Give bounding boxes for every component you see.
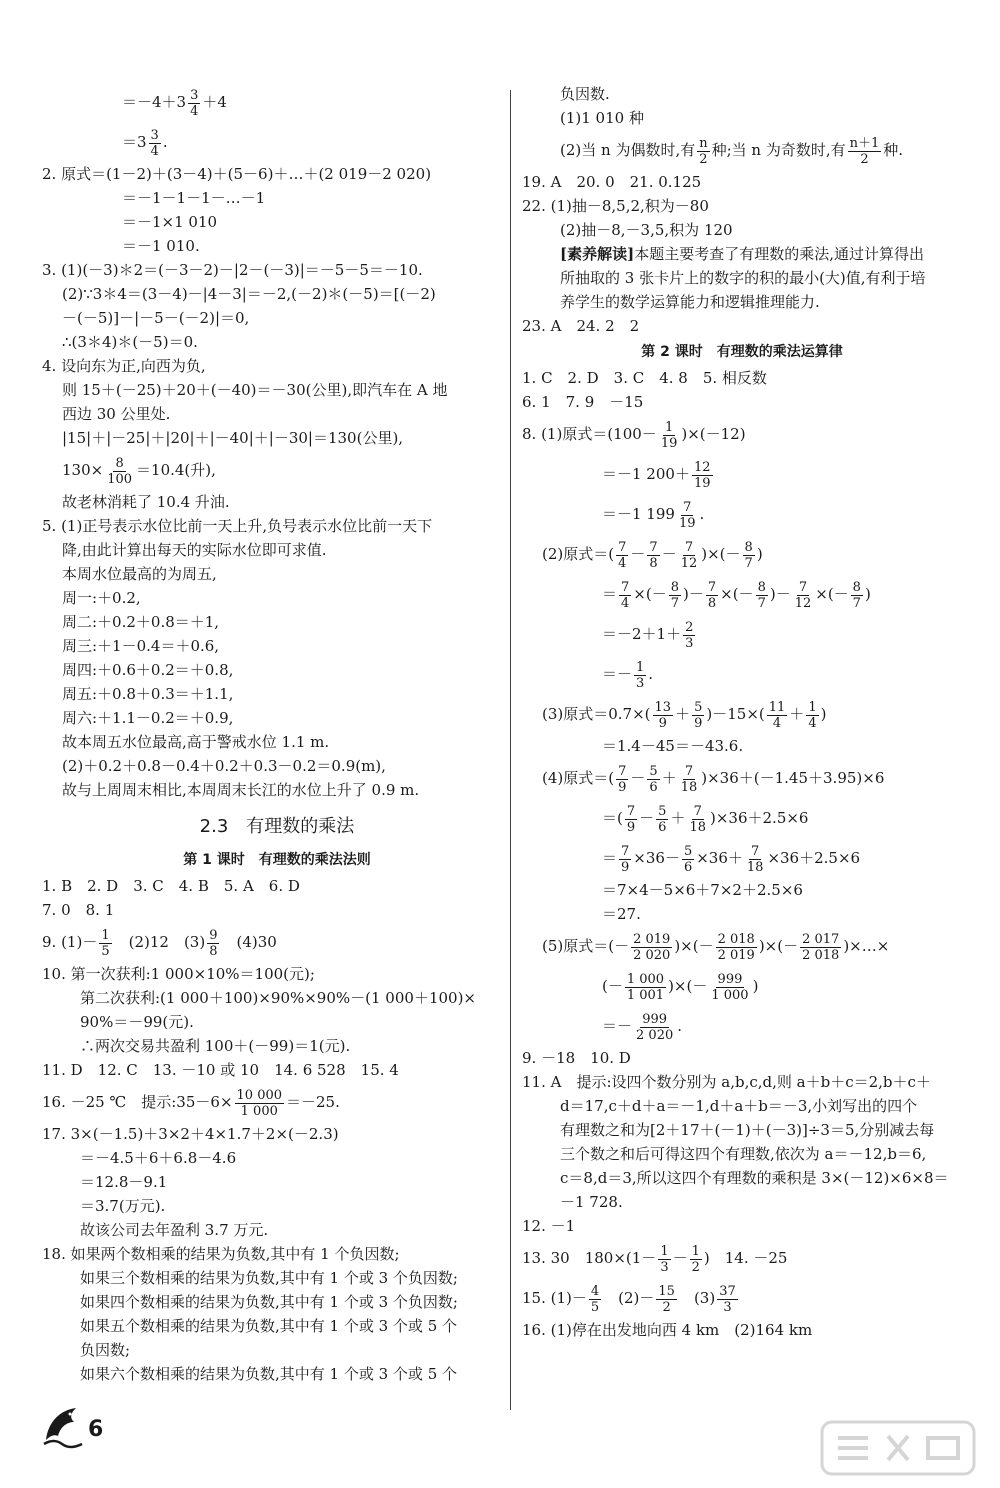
line: 1. C 2. D 3. C 4. 8 5. 相反数	[522, 369, 767, 387]
section-title: 2.3 有理数的乘法	[199, 816, 355, 837]
line: ＝－4＋3 $\frac{3}{4}$ ＋4	[122, 87, 227, 119]
line: ＝－1－1－1－…－1	[122, 189, 266, 207]
fraction: $\frac{1 000}{1 001}$	[626, 971, 665, 1003]
line: ＝－1 010.	[122, 237, 200, 255]
line: 7. 0 8. 1	[42, 901, 115, 919]
fraction: $\frac{1}{5}$	[101, 927, 110, 959]
line: 降,由此计算出每天的实际水位即可求值.	[62, 541, 327, 559]
fraction: $\frac{2 018}{2 019}$	[717, 931, 755, 963]
fraction: $\frac{n+1}{2}$	[849, 135, 880, 167]
line: 4. 设向东为正,向西为负,	[42, 357, 206, 375]
line: 负因数.	[560, 85, 610, 103]
right-column	[522, 82, 962, 1342]
line: 6. 1 7. 9 －15	[522, 393, 644, 411]
fraction: $\frac{37}{3}$	[719, 1283, 736, 1315]
line: 15. (1)－ $\frac{4}{5}$ (2)－ $\frac{15}{2}$ (3) $\frac{37}{3}$	[522, 1283, 736, 1315]
line: 18. 如果两个数相乘的结果为负数,其中有 1 个负因数;	[42, 1245, 400, 1263]
line: (－ $\frac{1 000}{1 001}$ )×(－ $\frac{999}{1 000}$ )	[602, 971, 759, 1003]
fraction: $\frac{2 017}{2 018}$	[802, 931, 840, 963]
line: 西边 30 公里处.	[62, 405, 171, 423]
line: 5. (1)正号表示水位比前一天上升,负号表示水位比前一天下	[42, 517, 433, 535]
line: [素养解读]本题主要考查了有理数的乘法,通过计算得出	[560, 245, 924, 263]
page-number-block	[40, 1400, 103, 1450]
page-number: 6	[88, 1417, 104, 1442]
line: 130× $\frac{8}{100}$ ＝10.4(升),	[62, 455, 216, 487]
fraction: $\frac{3}{4}$	[190, 87, 199, 119]
fraction: $\frac{5}{6}$	[658, 803, 667, 835]
fraction: $\frac{7}{4}$	[618, 539, 627, 571]
line: 如果五个数相乘的结果为负数,其中有 1 个或 3 个或 5 个	[80, 1317, 458, 1335]
fraction: $\frac{7}{18}$	[680, 763, 698, 795]
line: 则 15＋(－25)＋20＋(－40)＝－30(公里),即汽车在 A 地	[62, 381, 448, 399]
fraction: $\frac{7}{12}$	[794, 579, 812, 611]
fraction: $\frac{5}{6}$	[649, 763, 658, 795]
line: 22. (1)抽－8,5,2,积为－80	[522, 197, 709, 215]
line: (2)＋0.2＋0.8－0.4＋0.2＋0.3－0.2＝0.9(m),	[62, 757, 386, 775]
line: (2)抽－8,－3,5,积为 120	[560, 221, 733, 239]
fraction: $\frac{999}{2 020}$	[636, 1011, 674, 1043]
fraction: $\frac{1}{3}$	[636, 659, 645, 691]
fraction: $\frac{13}{9}$	[654, 699, 672, 731]
line: (4)原式＝( $\frac{7}{9}$ － $\frac{5}{6}$ ＋ $\frac{7}{18}$ )×36＋(－1.45＋3.95)×6	[542, 763, 885, 795]
fraction: $\frac{1}{19}$	[660, 419, 678, 451]
line: 13. 30 180×(1－ $\frac{1}{3}$ － $\frac{1}{2}$ ) 14. －25	[522, 1243, 788, 1275]
line: (1)1 010 种	[560, 109, 644, 127]
fraction: $\frac{999}{1 000}$	[711, 971, 749, 1003]
line: 9. (1)－ $\frac{1}{5}$ (2)12 (3) $\frac{9}{8}$ (4)30	[42, 927, 277, 959]
fraction: $\frac{8}{7}$	[757, 579, 766, 611]
line: 有理数之和为[2＋17＋(－1)＋(－3)]÷3＝5,分别减去每	[560, 1121, 935, 1139]
fraction: $\frac{7}{12}$	[680, 539, 698, 571]
line: －(－5)]－|－5－(－2)|＝0,	[62, 309, 250, 327]
line: 16. －25 ℃ 提示:35－6× $\frac{10 000}{1 000}$ ＝－25.	[42, 1087, 340, 1119]
fraction: $\frac{3}{4}$	[150, 127, 159, 159]
line: 三个数之和后可得这四个有理数,依次为 a＝－12,b＝6,	[560, 1145, 927, 1163]
line: ＝ $\frac{7}{4}$ ×(－ $\frac{8}{7}$ )－ $\frac{7}{8}$ ×(－ $\frac{8}{7}$ )－ $\frac{7}{12}$ ×(－ $\frac{8}{7}$ )	[602, 579, 871, 611]
fraction: $\frac{7}{8}$	[707, 579, 717, 611]
line: c＝8,d＝3,所以这四个有理数的乘积是 3×(－12)×6×8＝	[560, 1169, 949, 1187]
line: ∴两次交易共盈利 100＋(－99)＝1(元).	[80, 1037, 351, 1055]
line: ＝1.4－45＝－43.6.	[602, 737, 744, 755]
line: ＝－1 200＋ $\frac{12}{19}$	[602, 459, 711, 491]
line: 2. 原式＝(1－2)＋(3－4)＋(5－6)＋…＋(2 019－2 020)	[42, 165, 432, 183]
line: 90%＝－99(元).	[80, 1013, 194, 1031]
line: 本周水位最高的为周五,	[62, 565, 217, 583]
fraction: $\frac{7}{8}$	[649, 539, 658, 571]
fraction: $\frac{1}{2}$	[691, 1243, 700, 1275]
line: ＝－1 199 $\frac{7}{19}$ .	[602, 499, 705, 531]
fraction: $\frac{7}{18}$	[689, 803, 706, 835]
line: ＝－ $\frac{999}{2 020}$ .	[602, 1011, 683, 1043]
line: ＝－2＋1＋ $\frac{2}{3}$	[602, 619, 694, 651]
line: 10. 第一次获利:1 000×10%＝100(元);	[42, 965, 315, 983]
fraction: $\frac{15}{2}$	[658, 1283, 675, 1315]
line: 如果四个数相乘的结果为负数,其中有 1 个或 3 个负因数;	[80, 1293, 458, 1311]
fraction: $\frac{8}{7}$	[744, 539, 753, 571]
line: ＝27.	[602, 905, 641, 923]
line: 11. D 12. C 13. －10 或 10 14. 6 528 15. 4	[42, 1061, 399, 1079]
line: 故老林消耗了 10.4 升油.	[62, 493, 230, 511]
line: 所抽取的 3 张卡片上的数字的积的最小(大)值,有利于培	[560, 269, 926, 287]
line: ＝3 $\frac{3}{4}$ .	[122, 127, 168, 159]
line: 1. B 2. D 3. C 4. B 5. A 6. D	[42, 877, 300, 895]
line: (2)当 n 为偶数时,有 $\frac{n}{2}$ 种;当 n 为奇数时,有 $\frac{n+1}{2}$ 种.	[560, 135, 904, 167]
line: (2)原式＝( $\frac{7}{4}$ － $\frac{7}{8}$ － $\frac{7}{12}$ )×(－ $\frac{8}{7}$ )	[542, 539, 763, 571]
fraction: $\frac{7}{9}$	[618, 763, 627, 795]
line: ＝ $\frac{7}{9}$ ×36－ $\frac{5}{6}$ ×36＋ $\frac{7}{18}$ ×36＋2.5×6	[602, 843, 861, 875]
line: 如果六个数相乘的结果为负数,其中有 1 个或 3 个或 5 个	[80, 1365, 458, 1383]
line: 17. 3×(－1.5)＋3×2＋4×1.7＋2×(－2.3)	[42, 1125, 339, 1143]
line: 周四:＋0.6＋0.2＝＋0.8,	[62, 661, 234, 679]
line: 16. (1)停在出发地向西 4 km (2)164 km	[522, 1321, 813, 1339]
fraction: $\frac{7}{9}$	[621, 843, 630, 875]
line: 故本周五水位最高,高于警戒水位 1.1 m.	[62, 733, 330, 751]
line: 19. A 20. 0 21. 0.125	[522, 173, 702, 191]
line: 周三:＋1－0.4＝＋0.6,	[62, 637, 220, 655]
fraction: $\frac{9}{8}$	[209, 927, 218, 959]
fraction: $\frac{12}{19}$	[693, 459, 711, 491]
line: 周一:＋0.2,	[62, 589, 141, 607]
fraction: $\frac{8}{7}$	[670, 579, 679, 611]
fraction: $\frac{7}{9}$	[626, 803, 636, 835]
line: 第二次获利:(1 000＋100)×90%×90%－(1 000＋100)×	[80, 989, 476, 1007]
line: 故与上周周末相比,本周周末长江的水位上升了 0.9 m.	[62, 781, 420, 799]
fraction: $\frac{5}{6}$	[683, 843, 693, 875]
watermark-stamp	[818, 1418, 978, 1478]
fraction: $\frac{11}{4}$	[768, 699, 786, 731]
line: 周二:＋0.2＋0.8＝＋1,	[62, 613, 220, 631]
line: 11. A 提示:设四个数分别为 a,b,c,d,则 a＋b＋c＝2,b＋c＋	[522, 1073, 931, 1091]
line: (3)原式＝0.7×( $\frac{13}{9}$ ＋ $\frac{5}{9}$ )－15×( $\frac{11}{4}$ ＋ $\frac{1}{4}$ )	[542, 699, 827, 731]
line: 周六:＋1.1－0.2＝＋0.9,	[62, 709, 234, 727]
lesson-title: 第 1 课时 有理数的乘法法则	[183, 852, 371, 868]
line: 8. (1)原式＝(100－ $\frac{1}{19}$ )×(－12)	[522, 419, 746, 451]
line: |15|＋|－25|＋|20|＋|－40|＋|－30|＝130(公里),	[62, 429, 404, 447]
fraction: $\frac{2 019}{2 020}$	[633, 931, 671, 963]
fraction: $\frac{1}{3}$	[660, 1243, 669, 1275]
line: 3. (1)(－3)＊2＝(－3－2)－|2－(－3)|＝－5－5＝－10.	[42, 261, 423, 279]
line: ＝－ $\frac{1}{3}$ .	[602, 659, 654, 691]
line: ＝－4.5＋6＋6.8－4.6	[80, 1149, 237, 1167]
line: ＝3.7(万元).	[80, 1197, 166, 1215]
fraction: $\frac{5}{9}$	[694, 699, 703, 731]
fraction: $\frac{4}{5}$	[590, 1283, 600, 1315]
line: 故该公司去年盈利 3.7 万元.	[80, 1221, 269, 1239]
line: 如果三个数相乘的结果为负数,其中有 1 个或 3 个负因数;	[80, 1269, 458, 1287]
line: －1 728.	[560, 1193, 623, 1211]
fraction: $\frac{7}{19}$	[678, 499, 696, 531]
line: 负因数;	[80, 1341, 131, 1359]
fraction: $\frac{2}{3}$	[685, 619, 694, 651]
line: ＝12.8－9.1	[80, 1173, 168, 1191]
line: ＝－1×1 010	[122, 213, 218, 231]
fraction: $\frac{1}{4}$	[808, 699, 817, 731]
line: ＝7×4－5×6＋7×2＋2.5×6	[602, 881, 803, 899]
left-column	[42, 82, 512, 1386]
line: 9. －18 10. D	[522, 1049, 631, 1067]
line: 23. A 24. 2 2	[522, 317, 640, 335]
lesson-title: 第 2 课时 有理数的乘法运算律	[641, 344, 843, 360]
fraction: $\frac{8}{7}$	[852, 579, 861, 611]
line: (5)原式＝(－ $\frac{2 019}{2 020}$ )×(－ $\frac{2 018}{2 019}$ )×(－ $\frac{2 017}{2 018}$ )×…×	[542, 931, 890, 963]
fraction: $\frac{8}{100}$	[107, 455, 133, 487]
line: d＝17,c＋d＋a＝－1,d＋a＋b＝－3,小刘写出的四个	[560, 1097, 918, 1115]
line: 养学生的数学运算能力和逻辑推理能力.	[560, 293, 820, 311]
fraction: $\frac{7}{18}$	[746, 843, 764, 875]
literacy-label: [素养解读]	[560, 245, 635, 263]
fraction: $\frac{10 000}{1 000}$	[236, 1087, 283, 1119]
line: (2)∵3＊4＝(3－4)－|4－3|＝－2,(－2)＊(－5)＝[(－2)	[62, 285, 436, 303]
line: ＝( $\frac{7}{9}$ － $\frac{5}{6}$ ＋ $\frac{7}{18}$ )×36＋2.5×6	[602, 803, 809, 835]
line: ∴(3＊4)＊(－5)＝0.	[62, 333, 198, 351]
line: 周五:＋0.8＋0.3＝＋1.1,	[62, 685, 234, 703]
line: 12. －1	[522, 1217, 576, 1235]
fraction: $\frac{n}{2}$	[699, 135, 708, 167]
fraction: $\frac{7}{4}$	[621, 579, 630, 611]
dolphin-icon	[40, 1400, 86, 1450]
